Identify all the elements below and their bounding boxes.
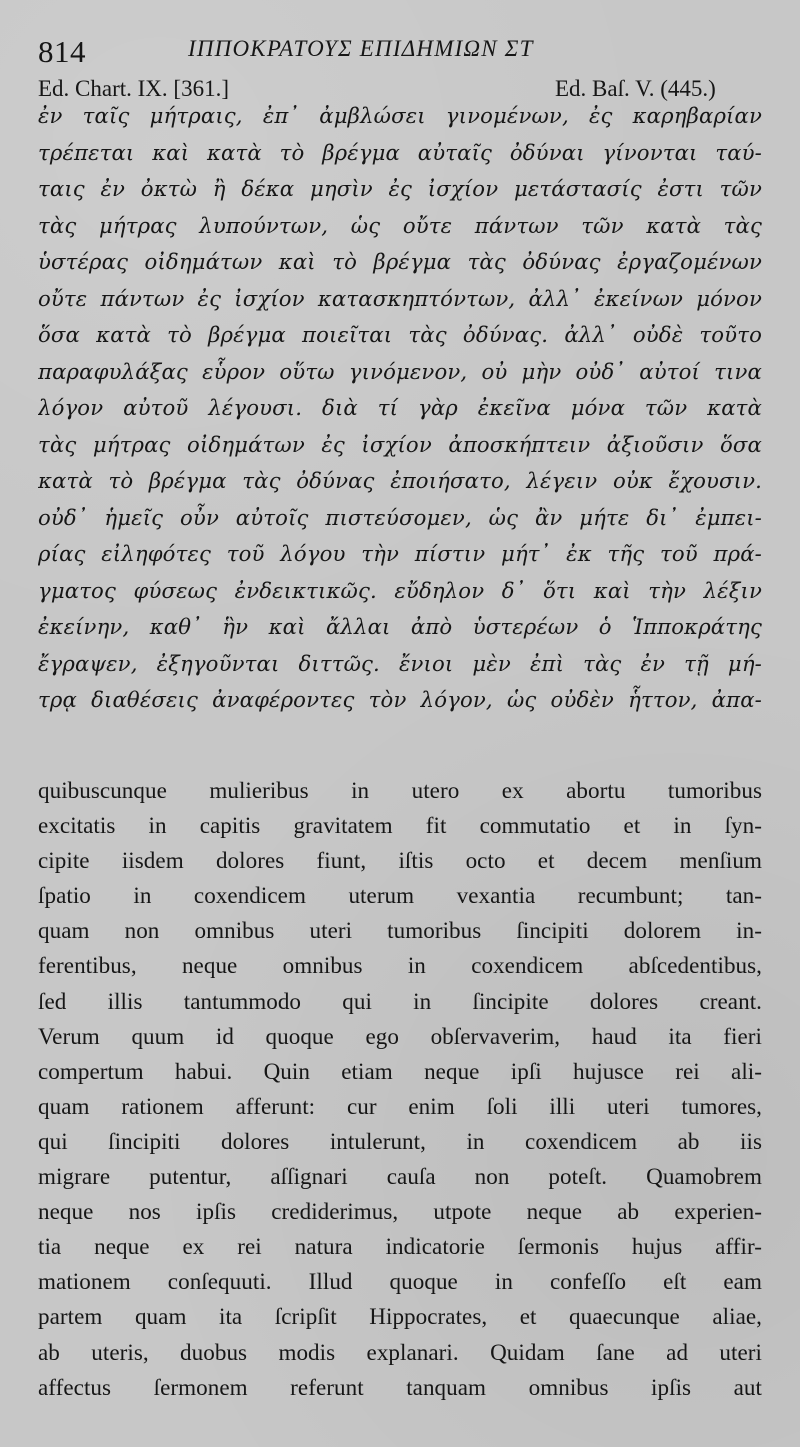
greek-line: κατὰ τὸ βρέγμα τὰς ὀδύνας ἐποιήσατο, λέγειν οὐκ ἔχουσιν.: [38, 468, 762, 493]
greek-line: τὰς μήτρας λυπούντων, ὡς οὔτε πάντων τῶν κατὰ τὰς: [38, 212, 762, 238]
running-head: ΙΠΠΟΚΡΑΤΟΥΣ ΕΠΙΔΗΜΙΩΝ ΣΤ: [188, 36, 534, 61]
latin-line: mationem conſequuti. Illud quoque in confeſſo eſt eam: [38, 1268, 762, 1295]
greek-line: οὐδ᾽ ἡμεῖς οὖν αὐτοῖς πιστεύσομεν, ὡς ἂν μήτε δι᾽ ἐμπει-: [38, 504, 762, 530]
latin-line: quam rationem afferunt: cur enim ſoli illi uteri tumores,: [38, 1092, 762, 1119]
greek-line: γματος φύσεως ἐνδεικτικῶς. εὔδηλον δ᾽ ὅτι καὶ τὴν λέξιν: [38, 577, 762, 603]
page-number: 814: [38, 34, 86, 69]
greek-line: ὅσα κατὰ τὸ βρέγμα ποιεῖται τὰς ὀδύνας. ἀλλ᾽ οὐδὲ τοῦτο: [38, 322, 762, 347]
left-edition-reference: Ed. Chart. IX. [361.]: [38, 76, 229, 101]
latin-text-block: [38, 773, 762, 1405]
latin-line: ſpatio in coxendicem uterum vexantia recumbunt; tan-: [38, 882, 762, 909]
latin-line: cipite iisdem dolores fiunt, iſtis octo et decem menſium: [38, 847, 762, 874]
latin-line: partem quam ita ſcripſit Hippocrates, et quaecunque aliae,: [38, 1303, 762, 1330]
greek-line: ἐν ταῖς μήτραις, ἐπ᾽ ἀμβλώσει γινομένων, ἐς καρηβαρίαν: [38, 103, 762, 128]
right-edition-reference: Ed. Baſ. V. (445.): [555, 76, 716, 101]
latin-line: affectus ſermonem referunt tanquam omnibus ipſis aut: [38, 1373, 762, 1400]
greek-line: τρέπεται καὶ κατὰ τὸ βρέγμα αὐταῖς ὀδύναι γίνονται ταύ-: [38, 139, 762, 165]
latin-line: excitatis in capitis gravitatem fit commutatio et in ſyn-: [38, 812, 762, 839]
greek-line: τὰς μήτρας οἰδημάτων ἐς ἰσχίον ἀποσκήπτειν ἀξιοῦσιν ὅσα: [38, 431, 762, 457]
latin-line: ferentibus, neque omnibus in coxendicem abſcedentibus,: [38, 952, 762, 979]
latin-line: migrare putentur, aſſignari cauſa non poteſt. Quamobrem: [38, 1163, 762, 1190]
latin-line: neque nos ipſis crediderimus, utpote neque ab experien-: [38, 1198, 762, 1225]
greek-line: οὔτε πάντων ἐς ἰσχίον κατασκηπτόντων, ἀλλ᾽ ἐκείνων μόνον: [38, 285, 762, 311]
greek-line: ταις ἐν ὀκτὼ ἢ δέκα μησὶν ἐς ἰσχίον μετάστασίς ἐστι τῶν: [38, 176, 762, 201]
latin-line: compertum habui. Quin etiam neque ipſi hujusce rei ali-: [38, 1057, 762, 1084]
greek-line: ἐκείνην, καθ᾽ ἣν καὶ ἄλλαι ἀπὸ ὑστερέων ὁ Ἱπποκράτης: [38, 614, 762, 639]
greek-line: λόγον αὐτοῦ λέγουσι. διὰ τί γὰρ ἐκεῖνα μόνα τῶν κατὰ: [38, 395, 762, 420]
greek-line: παραφυλάξας εὗρον οὕτω γινόμενον, οὐ μὴν οὐδ᾽ αὐτοί τινα: [38, 358, 762, 384]
latin-line: ſed illis tantummodo qui in ſincipite dolores creant.: [38, 987, 762, 1014]
greek-line: τρᾳ διαθέσεις ἀναφέροντες τὸν λόγον, ὡς οὐδὲν ἧττον, ἀπα-: [38, 687, 762, 712]
latin-line: qui ſincipiti dolores intulerunt, in coxendicem ab iis: [38, 1127, 762, 1154]
greek-line: ἔγραψεν, ἐξηγοῦνται διττῶς. ἔνιοι μὲν ἐπὶ τὰς ἐν τῇ μή-: [38, 650, 762, 676]
latin-line: quibuscunque mulieribus in utero ex abortu tumoribus: [38, 777, 762, 803]
greek-text-block: [38, 98, 762, 719]
greek-line: ὑστέρας οἰδημάτων καὶ τὸ βρέγμα τὰς ὀδύνας ἐργαζομένων: [38, 249, 762, 274]
greek-line: ρίας εἰληφότες τοῦ λόγου τὴν πίστιν μήτ᾽ ἐκ τῆς τοῦ πρά-: [38, 541, 762, 566]
latin-line: quam non omnibus uteri tumoribus ſincipiti dolorem in-: [38, 917, 762, 944]
latin-line: ab uteris, duobus modis explanari. Quidam ſane ad uteri: [38, 1338, 762, 1365]
latin-line: tia neque ex rei natura indicatorie ſermonis hujus affir-: [38, 1233, 762, 1260]
latin-line: Verum quum id quoque ego obſervaverim, haud ita fieri: [38, 1022, 762, 1049]
